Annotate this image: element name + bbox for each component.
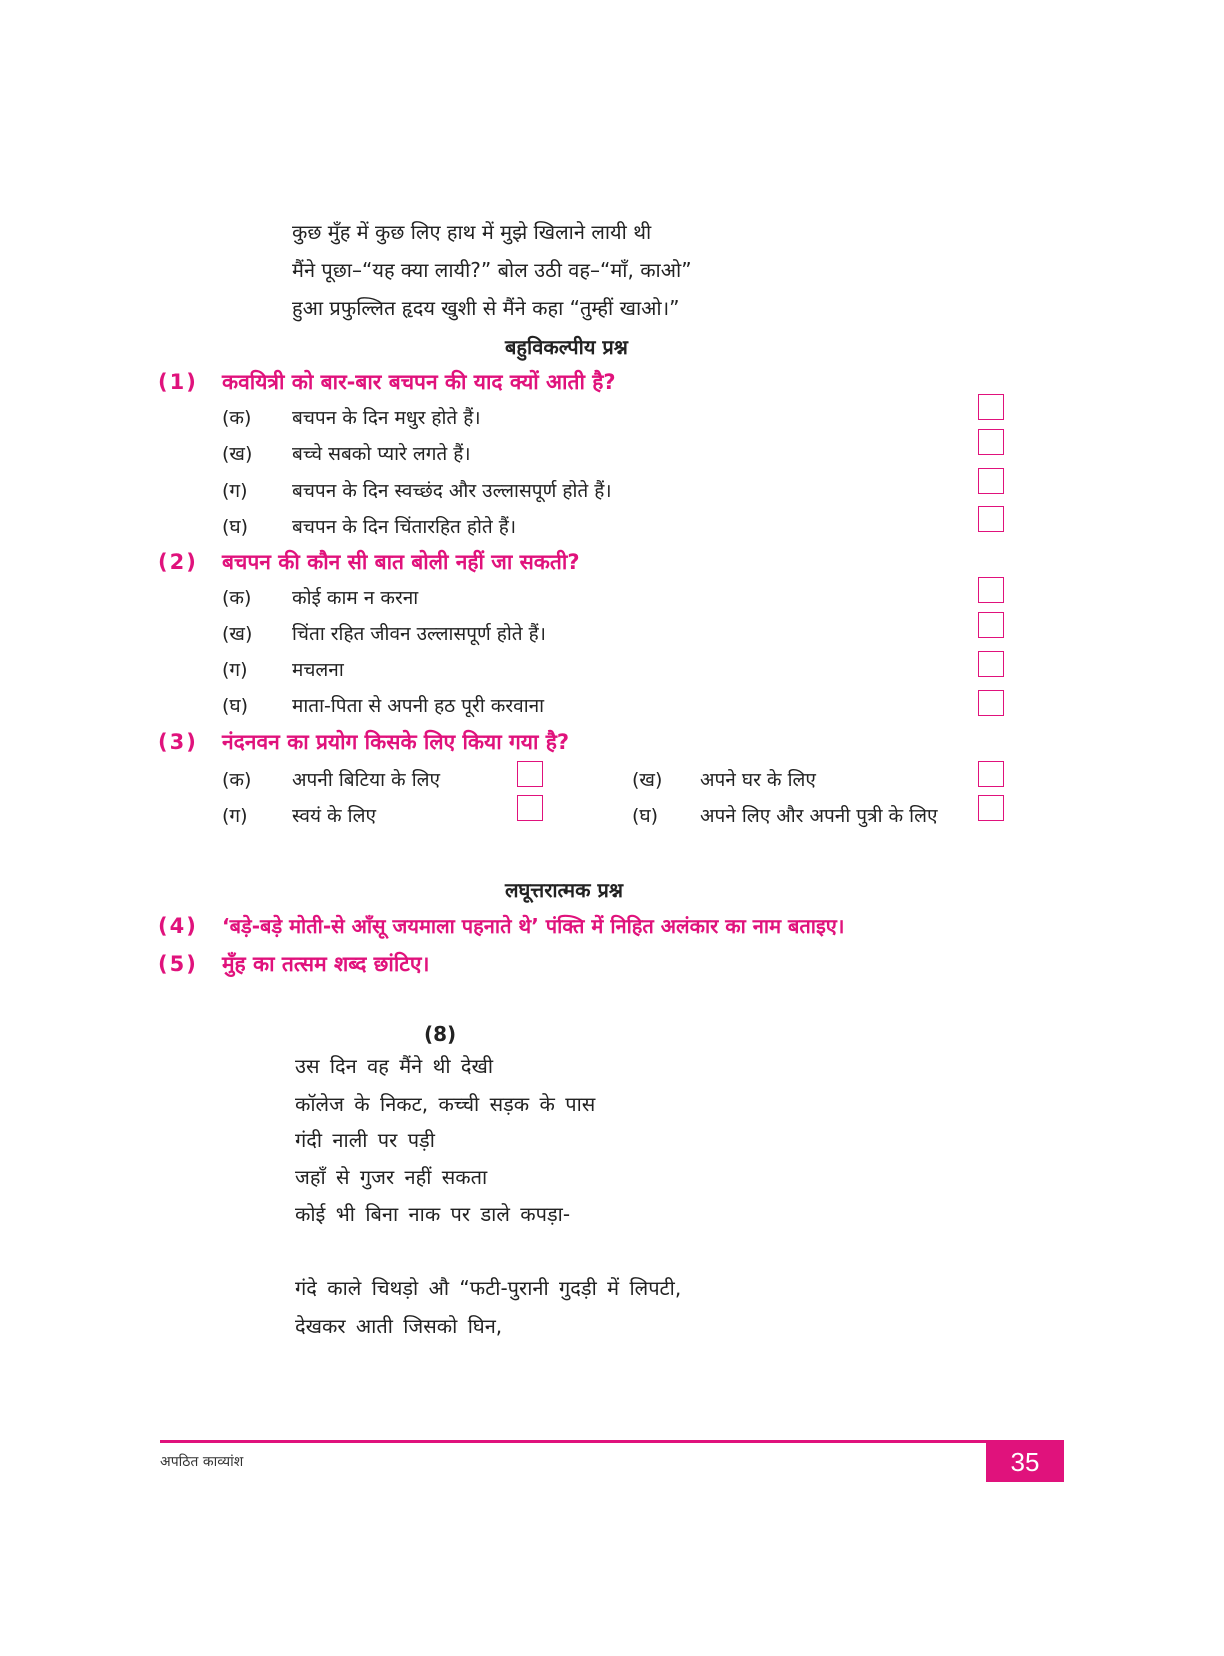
option-label: (क) <box>222 407 252 429</box>
question-text: बचपन की कौन सी बात बोली नहीं जा सकती? <box>222 550 580 574</box>
poem-line: कुछ मुँह में कुछ लिए हाथ में मुझे खिलाने लायी थी <box>292 220 652 244</box>
section-number: (8) <box>424 1022 457 1046</box>
poem-line: गंदे काले चिथड़ो औ “फटी-पुरानी गुदड़ी में लिपटी, <box>295 1276 682 1300</box>
option-label: (ख) <box>222 443 253 465</box>
option-text: चिंता रहित जीवन उल्लासपूर्ण होते हैं। <box>292 623 546 645</box>
option-label: (ख) <box>222 623 253 645</box>
poem-line: मैंने पूछा–“यह क्या लायी?” बोल उठी वह–“माँ, काओ” <box>292 258 692 282</box>
option-label: (ग) <box>222 659 248 681</box>
question-text: ‘बड़े-बड़े मोती-से आँसू जयमाला पहनाते थे’ पंक्ति में निहित अलंकार का नाम बताइए। <box>222 914 845 938</box>
question-text: नंदनवन का प्रयोग किसके लिए किया गया है? <box>222 730 570 754</box>
page-number: 35 <box>986 1442 1064 1482</box>
question-text: कवयित्री को बार-बार बचपन की याद क्यों आती है? <box>222 370 616 394</box>
option-label: (घ) <box>632 805 659 827</box>
poem-line: गंदी नाली पर पड़ी <box>295 1128 435 1152</box>
option-label: (ग) <box>222 805 248 827</box>
option-label: (घ) <box>222 695 249 717</box>
answer-checkbox[interactable] <box>978 506 1004 532</box>
answer-checkbox[interactable] <box>978 651 1004 677</box>
answer-checkbox[interactable] <box>978 761 1004 787</box>
option-text: मचलना <box>292 659 344 681</box>
question-number: (5) <box>158 952 198 976</box>
poem-line: कॉलेज के निकट, कच्ची सड़क के पास <box>295 1092 596 1116</box>
answer-checkbox[interactable] <box>978 429 1004 455</box>
option-text: बचपन के दिन मधुर होते हैं। <box>292 407 481 429</box>
answer-checkbox[interactable] <box>978 577 1004 603</box>
option-text: अपनी बिटिया के लिए <box>292 769 441 791</box>
option-text: अपने घर के लिए <box>700 769 816 791</box>
mcq-heading: बहुविकल्पीय प्रश्न <box>505 335 628 359</box>
answer-checkbox[interactable] <box>978 690 1004 716</box>
option-text: अपने लिए और अपनी पुत्री के लिए <box>700 805 938 827</box>
answer-checkbox[interactable] <box>978 394 1004 420</box>
question-number: (3) <box>158 730 198 754</box>
answer-checkbox[interactable] <box>517 761 543 787</box>
option-text: बचपन के दिन चिंतारहित होते हैं। <box>292 516 517 538</box>
option-label: (घ) <box>222 516 249 538</box>
poem-line: कोई भी बिना नाक पर डाले कपड़ा- <box>295 1202 571 1226</box>
answer-checkbox[interactable] <box>978 468 1004 494</box>
footer-rule <box>160 1440 1064 1443</box>
option-text: कोई काम न करना <box>292 587 419 609</box>
poem-line: जहाँ से गुजर नहीं सकता <box>295 1165 488 1189</box>
question-number: (2) <box>158 550 198 574</box>
question-number: (4) <box>158 914 198 938</box>
poem-line: देखकर आती जिसको घिन, <box>295 1314 503 1338</box>
footer-title: अपठित काव्यांश <box>160 1454 244 1470</box>
short-heading: लघूत्तरात्मक प्रश्न <box>505 878 623 902</box>
question-text: मुँह का तत्सम शब्द छांटिए। <box>222 952 430 976</box>
poem-line: उस दिन वह मैंने थी देखी <box>295 1054 494 1078</box>
answer-checkbox[interactable] <box>978 795 1004 821</box>
option-label: (ग) <box>222 480 248 502</box>
poem-line: हुआ प्रफुल्लित हृदय खुशी से मैंने कहा “तुम्हीं खाओ।” <box>292 296 680 320</box>
option-label: (ख) <box>632 769 663 791</box>
option-text: बचपन के दिन स्वच्छंद और उल्लासपूर्ण होते हैं। <box>292 480 612 502</box>
option-label: (क) <box>222 587 252 609</box>
option-text: माता-पिता से अपनी हठ पूरी करवाना <box>292 695 545 717</box>
answer-checkbox[interactable] <box>517 795 543 821</box>
option-text: बच्चे सबको प्यारे लगते हैं। <box>292 443 471 465</box>
question-number: (1) <box>158 370 198 394</box>
answer-checkbox[interactable] <box>978 612 1004 638</box>
option-text: स्वयं के लिए <box>292 805 376 827</box>
option-label: (क) <box>222 769 252 791</box>
